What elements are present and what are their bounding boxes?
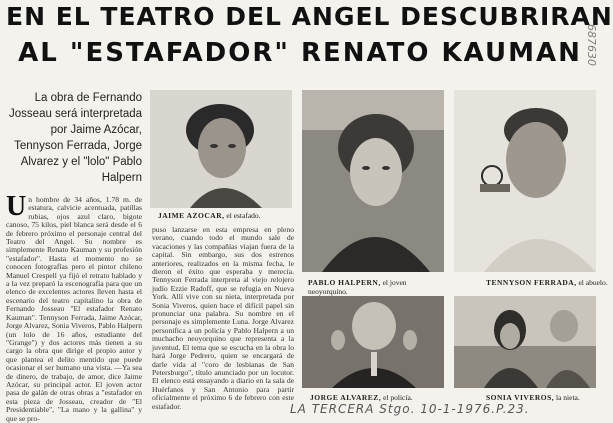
caption-azocar [158,211,261,220]
handwritten-source-note: LA TERCERA Stgo. 10-1-1976.P.23. [290,402,530,416]
caption-role: el abuelo. [578,278,608,287]
article-column-1 [6,191,142,423]
photo-jorge-alvarez [302,296,444,388]
caption-alvarez [310,393,413,402]
caption-role: el estafado. [226,211,261,220]
article-column-2: puso lanzarse en esta empresa en pleno verano, cuando todo el mundo sale de vacaciones y las compañías viajan fuera de la capital. Sin embargo, sus dos estrenos anteriores, realizados en la misma fecha, le dieron el éxito que esperaba y merecía. Tennyson Ferrada interpreta al viejo relojero judío Ezzie Radoff, que se refugia en Nueva York. Allí vive con su nieta, interpretada por Sonia Viveros, quien hace el difícil papel sin pronunciar una palabra. Su nombre en el personaje es simplemente Luna. Jorge Alvarez personifica a un policía y Pablo Halpern a un muchacho neoyorquino que representa a la juventud. El tema que se escucha en la obra lo hará Jorge Pedrero, quien se encargará de darle vida al "coro de lesbianas de San Petersburgo", título anunciado por un locutor. El elenco está ensayando a diario en la sala de Huérfanos y San Antonio para partir oficialmente el próximo 6 de febrero con este estafador. [152,225,294,411]
headline-line-1: EN EL TEATRO DEL ANGEL DESCUBRIRAN [6,2,613,31]
headline-line-2: AL "ESTAFADOR" RENATO KAUMAN [18,38,582,68]
column-1-text: n hombre de 34 años, 1.78 m. de estatura, calvicie acentuada, patillas rubias, ojos azul claro, bigote canoso, 75 kilos, piel blanca será desde el 6 de febrero próximo el personaje central del Teatro del Angel. Su nombre es simplemente Renato Kauman y su profesión "estafador". Hasta el momento no se conocen fotografías pero el pintor chileno Manuel Crespell ya fijó el retrato hablado y a la vez preparó la escenografía para que un elenco de excelentes actores lleven hasta el escenario del teatro capitalino la obra de Fernando Josseau "El estafador Renato Kauman". Tennyson Ferrada, Jaime Azócar, Jorge Alvarez, Sonia Viveros, Pablo Halpern (un lolo de 16 años, estudiante del "Grange") y dos actores más tienen a su cargo la obra que dirige el propio autor y que plantea el delito mentido que puede ocasionar el ser humano una vista. —Ya sea de dinero, de trabajo, de amor, dice Jaime Azócar, su principal actor. El joven actor pasa de galán de otras obras a "estafador en esta pieza de Josseau, creador de "El Presidentiable", "La mano y la gallina" y que se pro- [6,195,142,423]
caption-viveros [486,393,580,402]
archive-reference-number: 687630 [585,24,598,66]
caption-name: SONIA VIVEROS, [486,393,555,402]
drop-cap: U [6,191,27,222]
photo-tennyson-ferrada [454,90,596,272]
lead-paragraph: La obra de Fernando Josseau será interpretada por Jaime Azócar, Tennyson Ferrada, Jorge Alvarez y el "lolo" Pablo Halpern [9,92,142,184]
caption-halpern [308,278,444,296]
caption-role: la nieta. [556,393,580,402]
caption-name: JORGE ALVAREZ, [310,393,382,402]
photo-pablo-halpern [302,90,444,272]
caption-role: el joven neoyorquino. [308,278,407,296]
caption-name: PABLO HALPERN, [308,278,381,287]
caption-name: JAIME AZOCAR, [158,211,225,220]
caption-role: el policía. [383,393,413,402]
photo-jaime-azocar [150,90,292,208]
caption-name: TENNYSON FERRADA, [486,278,577,287]
photo-sonia-viveros [454,296,596,388]
caption-ferrada [486,278,608,287]
